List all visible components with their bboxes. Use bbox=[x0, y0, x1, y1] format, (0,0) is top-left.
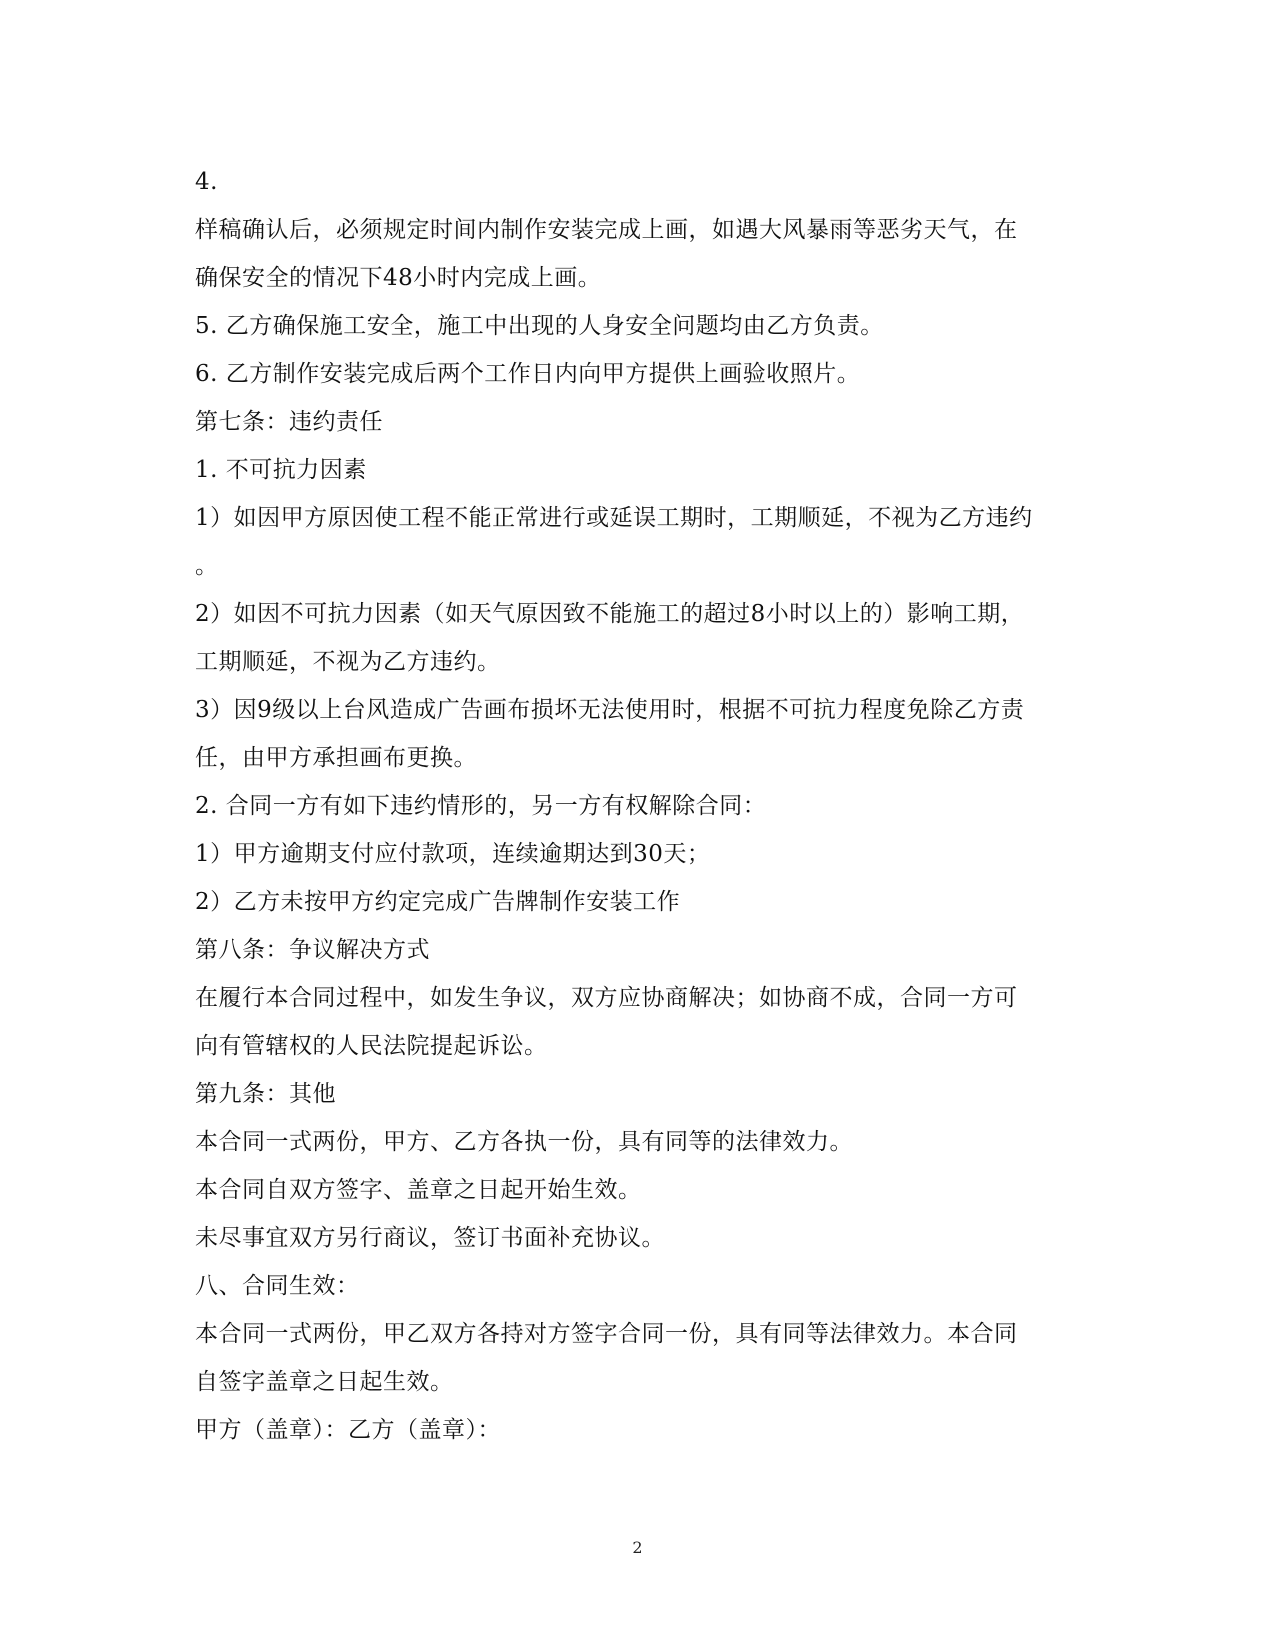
paragraph-line: 向有管辖权的人民法院提起诉讼。 bbox=[195, 1033, 548, 1059]
list-item-5: 5. 乙方确保施工安全，施工中出现的人身安全问题均由乙方负责。 bbox=[195, 313, 884, 339]
paragraph-line: 2）乙方未按甲方约定完成广告牌制作安装工作 bbox=[195, 889, 681, 915]
subsection-heading: 1. 不可抗力因素 bbox=[195, 457, 367, 483]
paragraph-line: 2）如因不可抗力因素（如天气原因致不能施工的超过8小时以上的）影响工期， bbox=[195, 601, 1025, 627]
section-heading-article-8: 第八条：争议解决方式 bbox=[195, 937, 430, 963]
list-item-4-number: 4. bbox=[195, 169, 218, 195]
paragraph-line: 在履行本合同过程中，如发生争议，双方应协商解决；如协商不成，合同一方可 bbox=[195, 985, 1018, 1011]
list-item-6: 6. 乙方制作安装完成后两个工作日内向甲方提供上画验收照片。 bbox=[195, 361, 861, 387]
page-number: 2 bbox=[632, 1538, 643, 1557]
section-heading-contract-effect: 八、合同生效： bbox=[195, 1273, 360, 1299]
paragraph-line: 工期顺延，不视为乙方违约。 bbox=[195, 649, 501, 675]
paragraph-line: 自签字盖章之日起生效。 bbox=[195, 1369, 454, 1395]
paragraph-line: 任，由甲方承担画布更换。 bbox=[195, 745, 477, 771]
signature-line: 甲方（盖章）：乙方（盖章）： bbox=[195, 1417, 501, 1443]
paragraph-line: 本合同一式两份，甲方、乙方各执一份，具有同等的法律效力。 bbox=[195, 1129, 853, 1155]
paragraph-line: 样稿确认后，必须规定时间内制作安装完成上画，如遇大风暴雨等恶劣天气，在 bbox=[195, 217, 1018, 243]
paragraph-line: 。 bbox=[195, 553, 219, 579]
paragraph-line: 本合同一式两份，甲乙双方各持对方签字合同一份，具有同等法律效力。本合同 bbox=[195, 1321, 1018, 1347]
paragraph-line: 本合同自双方签字、盖章之日起开始生效。 bbox=[195, 1177, 642, 1203]
subsection-heading: 2. 合同一方有如下违约情形的，另一方有权解除合同： bbox=[195, 793, 767, 819]
paragraph-line: 1）甲方逾期支付应付款项，连续逾期达到30天； bbox=[195, 841, 711, 867]
contract-body bbox=[195, 158, 1095, 1454]
section-heading-article-9: 第九条：其他 bbox=[195, 1081, 336, 1107]
paragraph-line: 未尽事宜双方另行商议，签订书面补充协议。 bbox=[195, 1225, 665, 1251]
paragraph-line: 确保安全的情况下48小时内完成上画。 bbox=[195, 265, 602, 291]
paragraph-line: 1）如因甲方原因使工程不能正常进行或延误工期时，工期顺延，不视为乙方违约 bbox=[195, 505, 1033, 531]
paragraph-line: 3）因9级以上台风造成广告画布损坏无法使用时，根据不可抗力程度免除乙方责 bbox=[195, 697, 1025, 723]
section-heading-article-7: 第七条：违约责任 bbox=[195, 409, 383, 435]
